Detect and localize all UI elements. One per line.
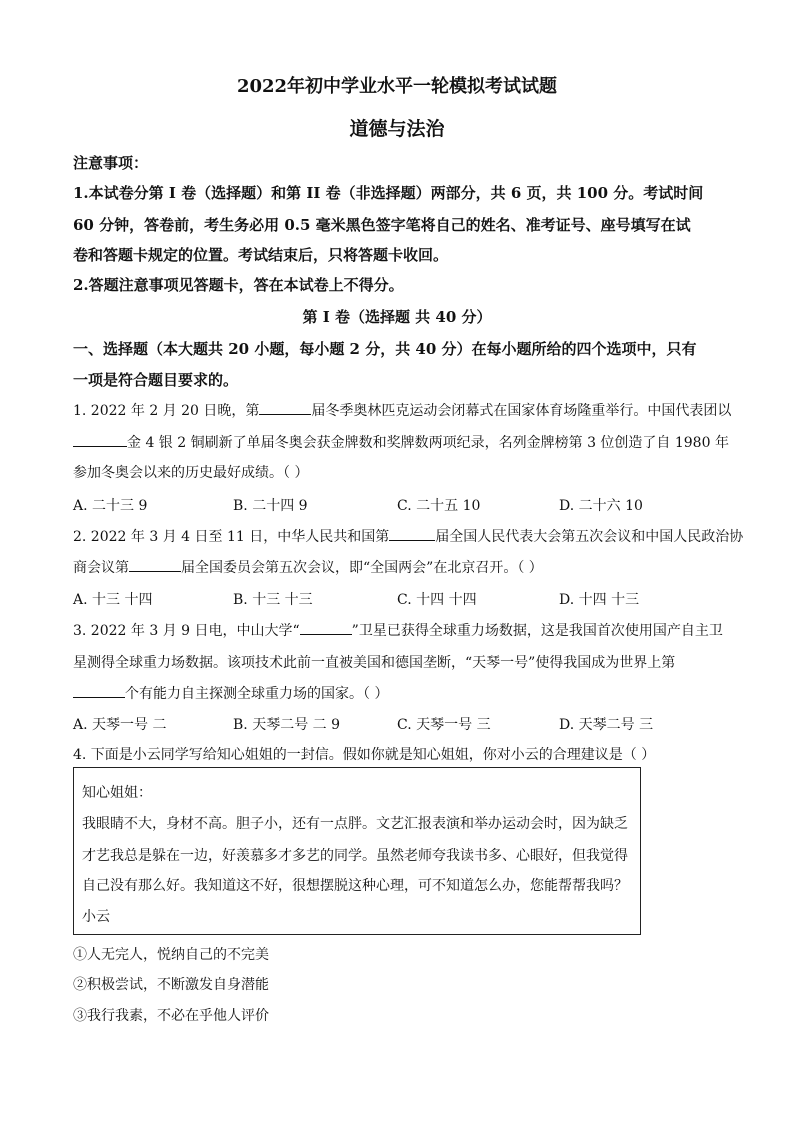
notes-item-1-line-3: 卷和答题卡规定的位置。考试结束后，只将答题卡收回。: [73, 246, 449, 264]
question-1-line-3: 参加冬奥会以来的历史最好成绩。（ ）: [73, 465, 309, 481]
question-4-line-1: 4. 下面是小云同学写给知心姐姐的一封信。假如你就是知心姐姐，你对小云的合理建议是（ ）: [73, 747, 656, 763]
exam-title: 2022年初中学业水平一轮模拟考试试题: [236, 76, 558, 97]
question-1-line-2: [73, 432, 729, 452]
section-instructions-line-1: 一、选择题（本大题共 20 小题，每小题 2 分，共 40 分）在每小题所给的四个选项中，只有: [73, 340, 697, 358]
question-2-text: 届全国人民代表大会第五次会议和中国人民政治协: [435, 529, 744, 545]
question-4-item-2: ②积极尝试，不断激发自身潜能: [73, 977, 269, 993]
notes-item-1-line-2: 60 分钟，答卷前，考生务必用 0.5 毫米黑色签字笔将自己的姓名、准考证号、座号填写在试: [73, 216, 691, 234]
letter-line-3: 自己没有那么好。我知道这不好，很想摆脱这种心理，可不知道怎么办，您能帮帮我吗？: [82, 878, 628, 894]
letter-line-2: 才艺我总是躲在一边，好羡慕多才多艺的同学。虽然老师夸我读书多、心眼好，但我觉得: [82, 848, 628, 864]
answer-blank: [73, 432, 127, 447]
letter-signature: 小云: [82, 909, 110, 925]
question-2-text: 商会议第: [73, 560, 129, 576]
question-1-option-d: D. 二十六 10: [559, 498, 643, 514]
answer-blank: [259, 400, 311, 415]
question-3-text: 个有能力自主探测全球重力场的国家。（ ）: [125, 686, 389, 702]
question-2-option-c: C. 十四 十四: [397, 592, 477, 608]
question-3-line-2: 星测得全球重力场数据。该项技术此前一直被美国和德国垄断，“天琴一号”使得我国成为世界上第: [73, 655, 676, 671]
question-3-option-b: B. 天琴二号 二 9: [233, 717, 340, 733]
question-2-line-2: [73, 557, 543, 577]
notes-heading: 注意事项：: [73, 154, 149, 172]
notes-item-2: 2.答题注意事项见答题卡，答在本试卷上不得分。: [73, 276, 404, 294]
question-3-text: ”卫星已获得全球重力场数据，这是我国首次使用国产自主卫: [351, 623, 723, 639]
question-2-text: 2. 2022 年 3 月 4 日至 11 日，中华人民共和国第: [73, 529, 390, 545]
question-1-text: 1. 2022 年 2 月 20 日晚，第: [73, 403, 260, 419]
question-1-option-c: C. 二十五 10: [397, 498, 481, 514]
question-2-option-d: D. 十四 十三: [559, 592, 640, 608]
question-4-item-1: ①人无完人，悦纳自己的不完美: [73, 947, 269, 963]
question-4-item-3: ③我行我素，不必在乎他人评价: [73, 1008, 269, 1024]
question-2-line-1: [73, 526, 743, 546]
answer-blank: [389, 526, 435, 541]
question-3-line-3: [73, 683, 388, 703]
part-heading: 第 I 卷（选择题 共 40 分）: [302, 308, 492, 326]
question-1-line-1: [73, 400, 731, 420]
question-3-text: 3. 2022 年 3 月 9 日电，中山大学“: [73, 623, 300, 639]
question-3-option-d: D. 天琴二号 三: [559, 717, 654, 733]
answer-blank: [129, 557, 181, 572]
question-3-line-1: [73, 620, 723, 640]
question-1-option-a: A. 二十三 9: [73, 498, 148, 514]
question-2-text: 届全国委员会第五次会议，即“全国两会”在北京召开。（ ）: [181, 560, 543, 576]
letter-line-1: 我眼睛不大，身材不高。胆子小，还有一点胖。文艺汇报表演和举办运动会时，因为缺乏: [82, 816, 628, 832]
question-3-option-c: C. 天琴一号 三: [397, 717, 491, 733]
question-1-text: 届冬季奥林匹克运动会闭幕式在国家体育场隆重举行。中国代表团以: [311, 403, 732, 419]
question-3-option-a: A. 天琴一号 二: [73, 717, 167, 733]
letter-box: [73, 767, 641, 935]
question-1-text: 金 4 银 2 铜刷新了单届冬奥会获金牌数和奖牌数两项纪录，名列金牌榜第 3 位创造了自 1980 年: [127, 435, 729, 451]
subject-title: 道德与法治: [349, 118, 445, 140]
letter-greeting: 知心姐姐：: [82, 785, 152, 801]
question-2-option-a: A. 十三 十四: [73, 592, 153, 608]
answer-blank: [73, 683, 125, 698]
question-2-option-b: B. 十三 十三: [233, 592, 313, 608]
answer-blank: [300, 620, 352, 635]
notes-item-1-line-1: 1.本试卷分第 I 卷（选择题）和第 II 卷（非选择题）两部分，共 6 页，共 100 分。考试时间: [73, 184, 704, 202]
section-instructions-line-2: 一项是符合题目要求的。: [73, 371, 239, 389]
question-1-option-b: B. 二十四 9: [233, 498, 308, 514]
